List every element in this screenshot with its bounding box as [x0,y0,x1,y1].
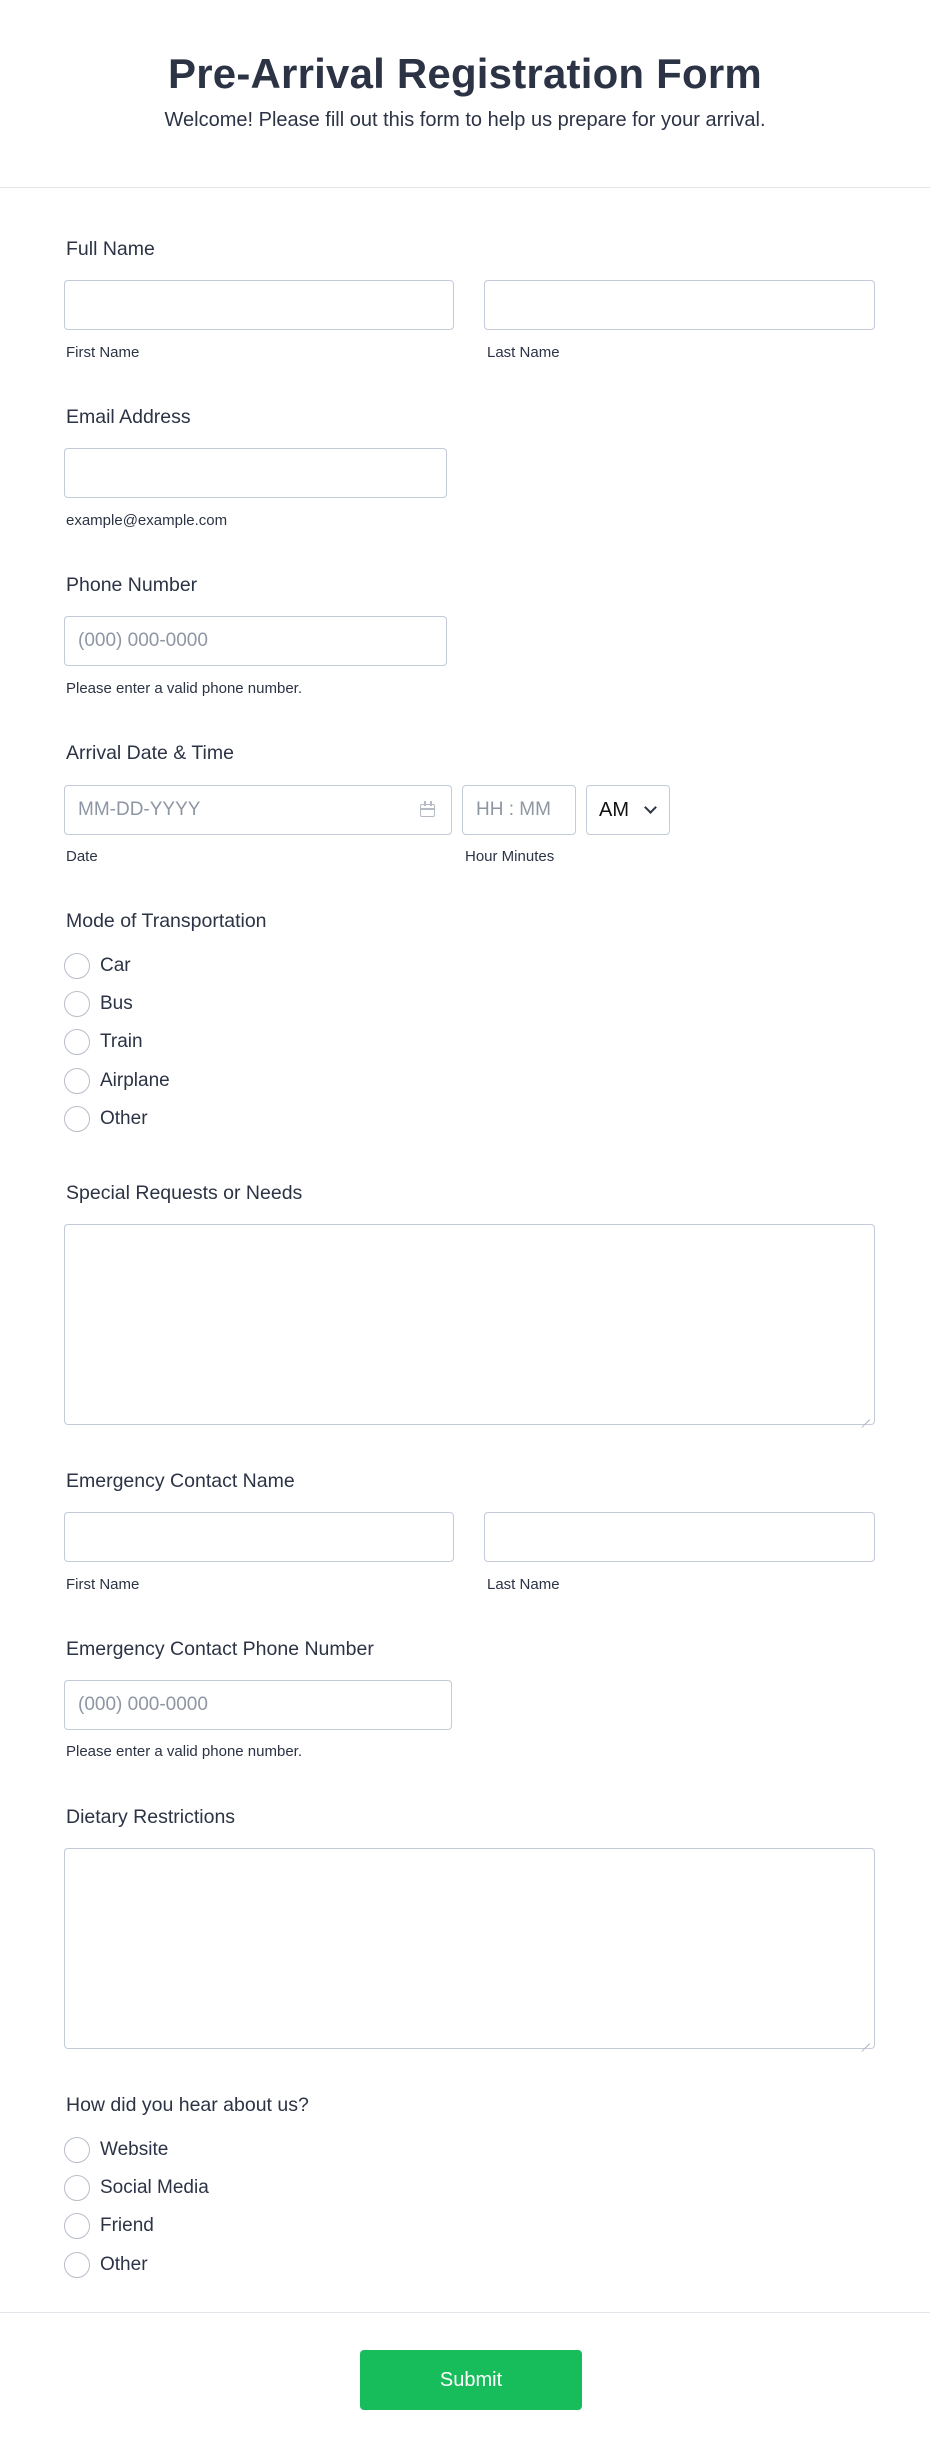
dietary-label: Dietary Restrictions [66,1806,236,1828]
radio-button[interactable] [64,1029,90,1055]
phone-sublabel: Please enter a valid phone number. [66,680,302,697]
transport-option-bus[interactable] [64,990,133,1018]
radio-button[interactable] [64,991,90,1017]
email-sublabel: example@example.com [66,512,228,529]
radio-button[interactable] [64,2175,90,2201]
emergency-name-label: Emergency Contact Name [66,1470,295,1492]
radio-button[interactable] [64,2252,90,2278]
last-name-sublabel: Last Name [487,344,560,361]
radio-button[interactable] [64,1106,90,1132]
arrival-date-input[interactable] [64,785,452,835]
emergency-first-name-sublabel: First Name [66,1576,140,1593]
email-input[interactable] [64,448,447,498]
radio-label: Car [100,955,131,976]
emergency-last-name-input[interactable] [484,1512,875,1562]
emergency-first-name-input[interactable] [64,1512,454,1562]
submit-button[interactable]: Submit [360,2350,582,2410]
form-footer [0,2312,930,2460]
referral-option-social-media[interactable] [64,2174,209,2202]
radio-button[interactable] [64,1068,90,1094]
special-requests-textarea[interactable] [64,1224,875,1425]
dietary-textarea[interactable] [64,1848,875,2049]
radio-label: Website [100,2139,169,2160]
radio-label: Bus [100,993,133,1014]
radio-label: Other [100,1108,148,1129]
transport-option-car[interactable] [64,952,131,980]
referral-label: How did you hear about us? [66,2094,309,2116]
ampm-select[interactable] [586,785,670,835]
full-name-label: Full Name [66,238,155,260]
referral-option-website[interactable] [64,2136,168,2164]
phone-label: Phone Number [66,574,198,596]
radio-button[interactable] [64,2213,90,2239]
first-name-input[interactable] [64,280,454,330]
radio-button[interactable] [64,2137,90,2163]
ampm-select-value: AM [599,799,629,821]
transport-option-other[interactable] [64,1105,148,1133]
radio-label: Train [100,1031,143,1052]
arrival-time-input[interactable] [462,785,576,835]
referral-option-friend[interactable] [64,2212,154,2240]
time-sublabel: Hour Minutes [465,848,555,865]
radio-label: Airplane [100,1070,170,1091]
radio-button[interactable] [64,953,90,979]
radio-label: Social Media [100,2177,209,2198]
emergency-phone-input[interactable] [64,1680,452,1730]
form-subtitle: Welcome! Please fill out this form to help us prepare for your arrival. [164,109,766,131]
date-sublabel: Date [66,848,98,865]
arrival-label: Arrival Date & Time [66,742,234,764]
email-label: Email Address [66,406,191,428]
form-header [0,0,930,188]
referral-option-other[interactable] [64,2251,148,2279]
radio-label: Other [100,2254,148,2275]
emergency-last-name-sublabel: Last Name [487,1576,560,1593]
calendar-icon[interactable] [418,800,438,820]
phone-input[interactable] [64,616,447,666]
emergency-phone-label: Emergency Contact Phone Number [66,1638,374,1660]
last-name-input[interactable] [484,280,875,330]
chevron-down-icon [644,801,657,814]
radio-label: Friend [100,2215,154,2236]
transport-option-airplane[interactable] [64,1067,170,1095]
first-name-sublabel: First Name [66,344,140,361]
special-requests-label: Special Requests or Needs [66,1182,303,1204]
transport-option-train[interactable] [64,1028,143,1056]
form-title: Pre-Arrival Registration Form [168,50,762,97]
transport-label: Mode of Transportation [66,910,267,932]
emergency-phone-sublabel: Please enter a valid phone number. [66,1743,302,1760]
